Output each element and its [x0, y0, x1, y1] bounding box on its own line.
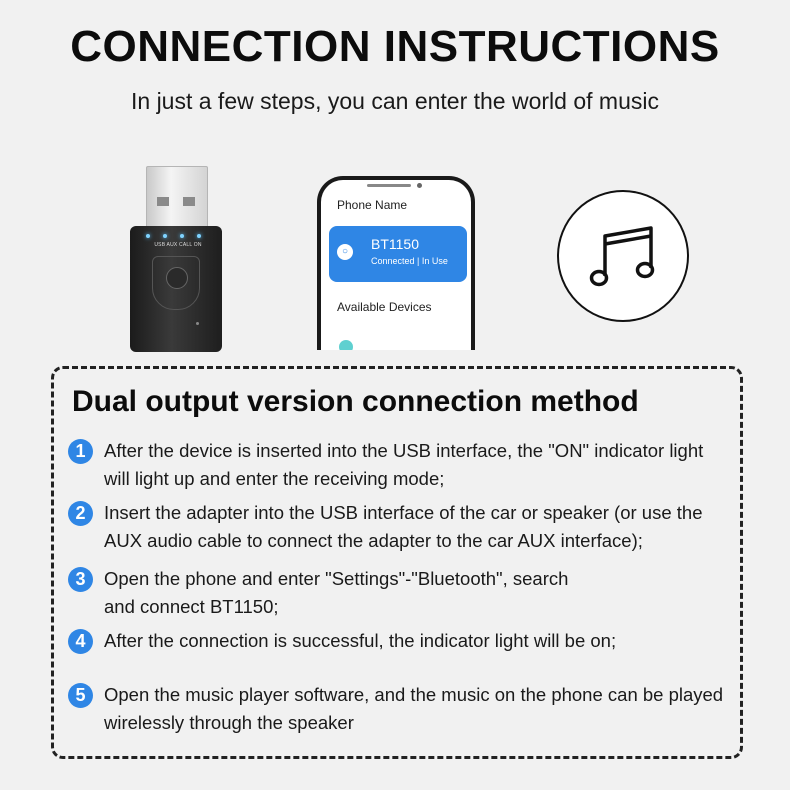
available-devices-label: Available Devices — [337, 300, 432, 314]
step-number: 1 — [68, 439, 93, 464]
step-text: Open the phone and enter "Settings"-"Bluetooth", search and connect BT1150; — [104, 568, 569, 617]
usb-adapter-image — [128, 166, 224, 356]
step-text: After the connection is successful, the indicator light will be on; — [104, 630, 617, 651]
mic-hole — [196, 322, 199, 325]
connected-device-card — [329, 226, 467, 282]
usb-adapter-button — [152, 256, 200, 310]
usb-plug — [146, 166, 208, 232]
phone-notch — [357, 184, 427, 188]
step-text: After the device is inserted into the USB interface, the "ON" indicator light will light up and enter the receiving mode; — [104, 440, 704, 489]
usb-adapter-labels: USB AUX CALL ON — [154, 242, 202, 248]
music-note-icon — [557, 190, 689, 322]
phone-name-label: Phone Name — [337, 198, 408, 212]
step-text: Insert the adapter into the USB interface of the car or speaker (or use the AUX audio cable to connect the adapter to the car AUX interface); — [104, 502, 703, 551]
step-number: 4 — [68, 629, 93, 654]
indicator-lights — [146, 234, 201, 238]
headset-icon: ○ — [337, 244, 353, 260]
step-text: Open the music player software, and the music on the phone can be played wirelessly through the speaker — [104, 684, 724, 733]
device-status: Connected | In Use — [371, 256, 448, 266]
device-dot-icon — [339, 340, 353, 350]
phone-image — [317, 176, 475, 350]
instructions-box — [51, 366, 743, 759]
step-number: 5 — [68, 683, 93, 708]
method-title: Dual output version connection method — [72, 385, 639, 418]
page-title: CONNECTION INSTRUCTIONS — [70, 22, 720, 71]
usb-adapter-body — [130, 226, 222, 352]
device-name: BT1150 — [371, 236, 419, 252]
step-number: 2 — [68, 501, 93, 526]
page-subtitle: In just a few steps, you can enter the world of music — [131, 88, 659, 114]
step-number: 3 — [68, 567, 93, 592]
